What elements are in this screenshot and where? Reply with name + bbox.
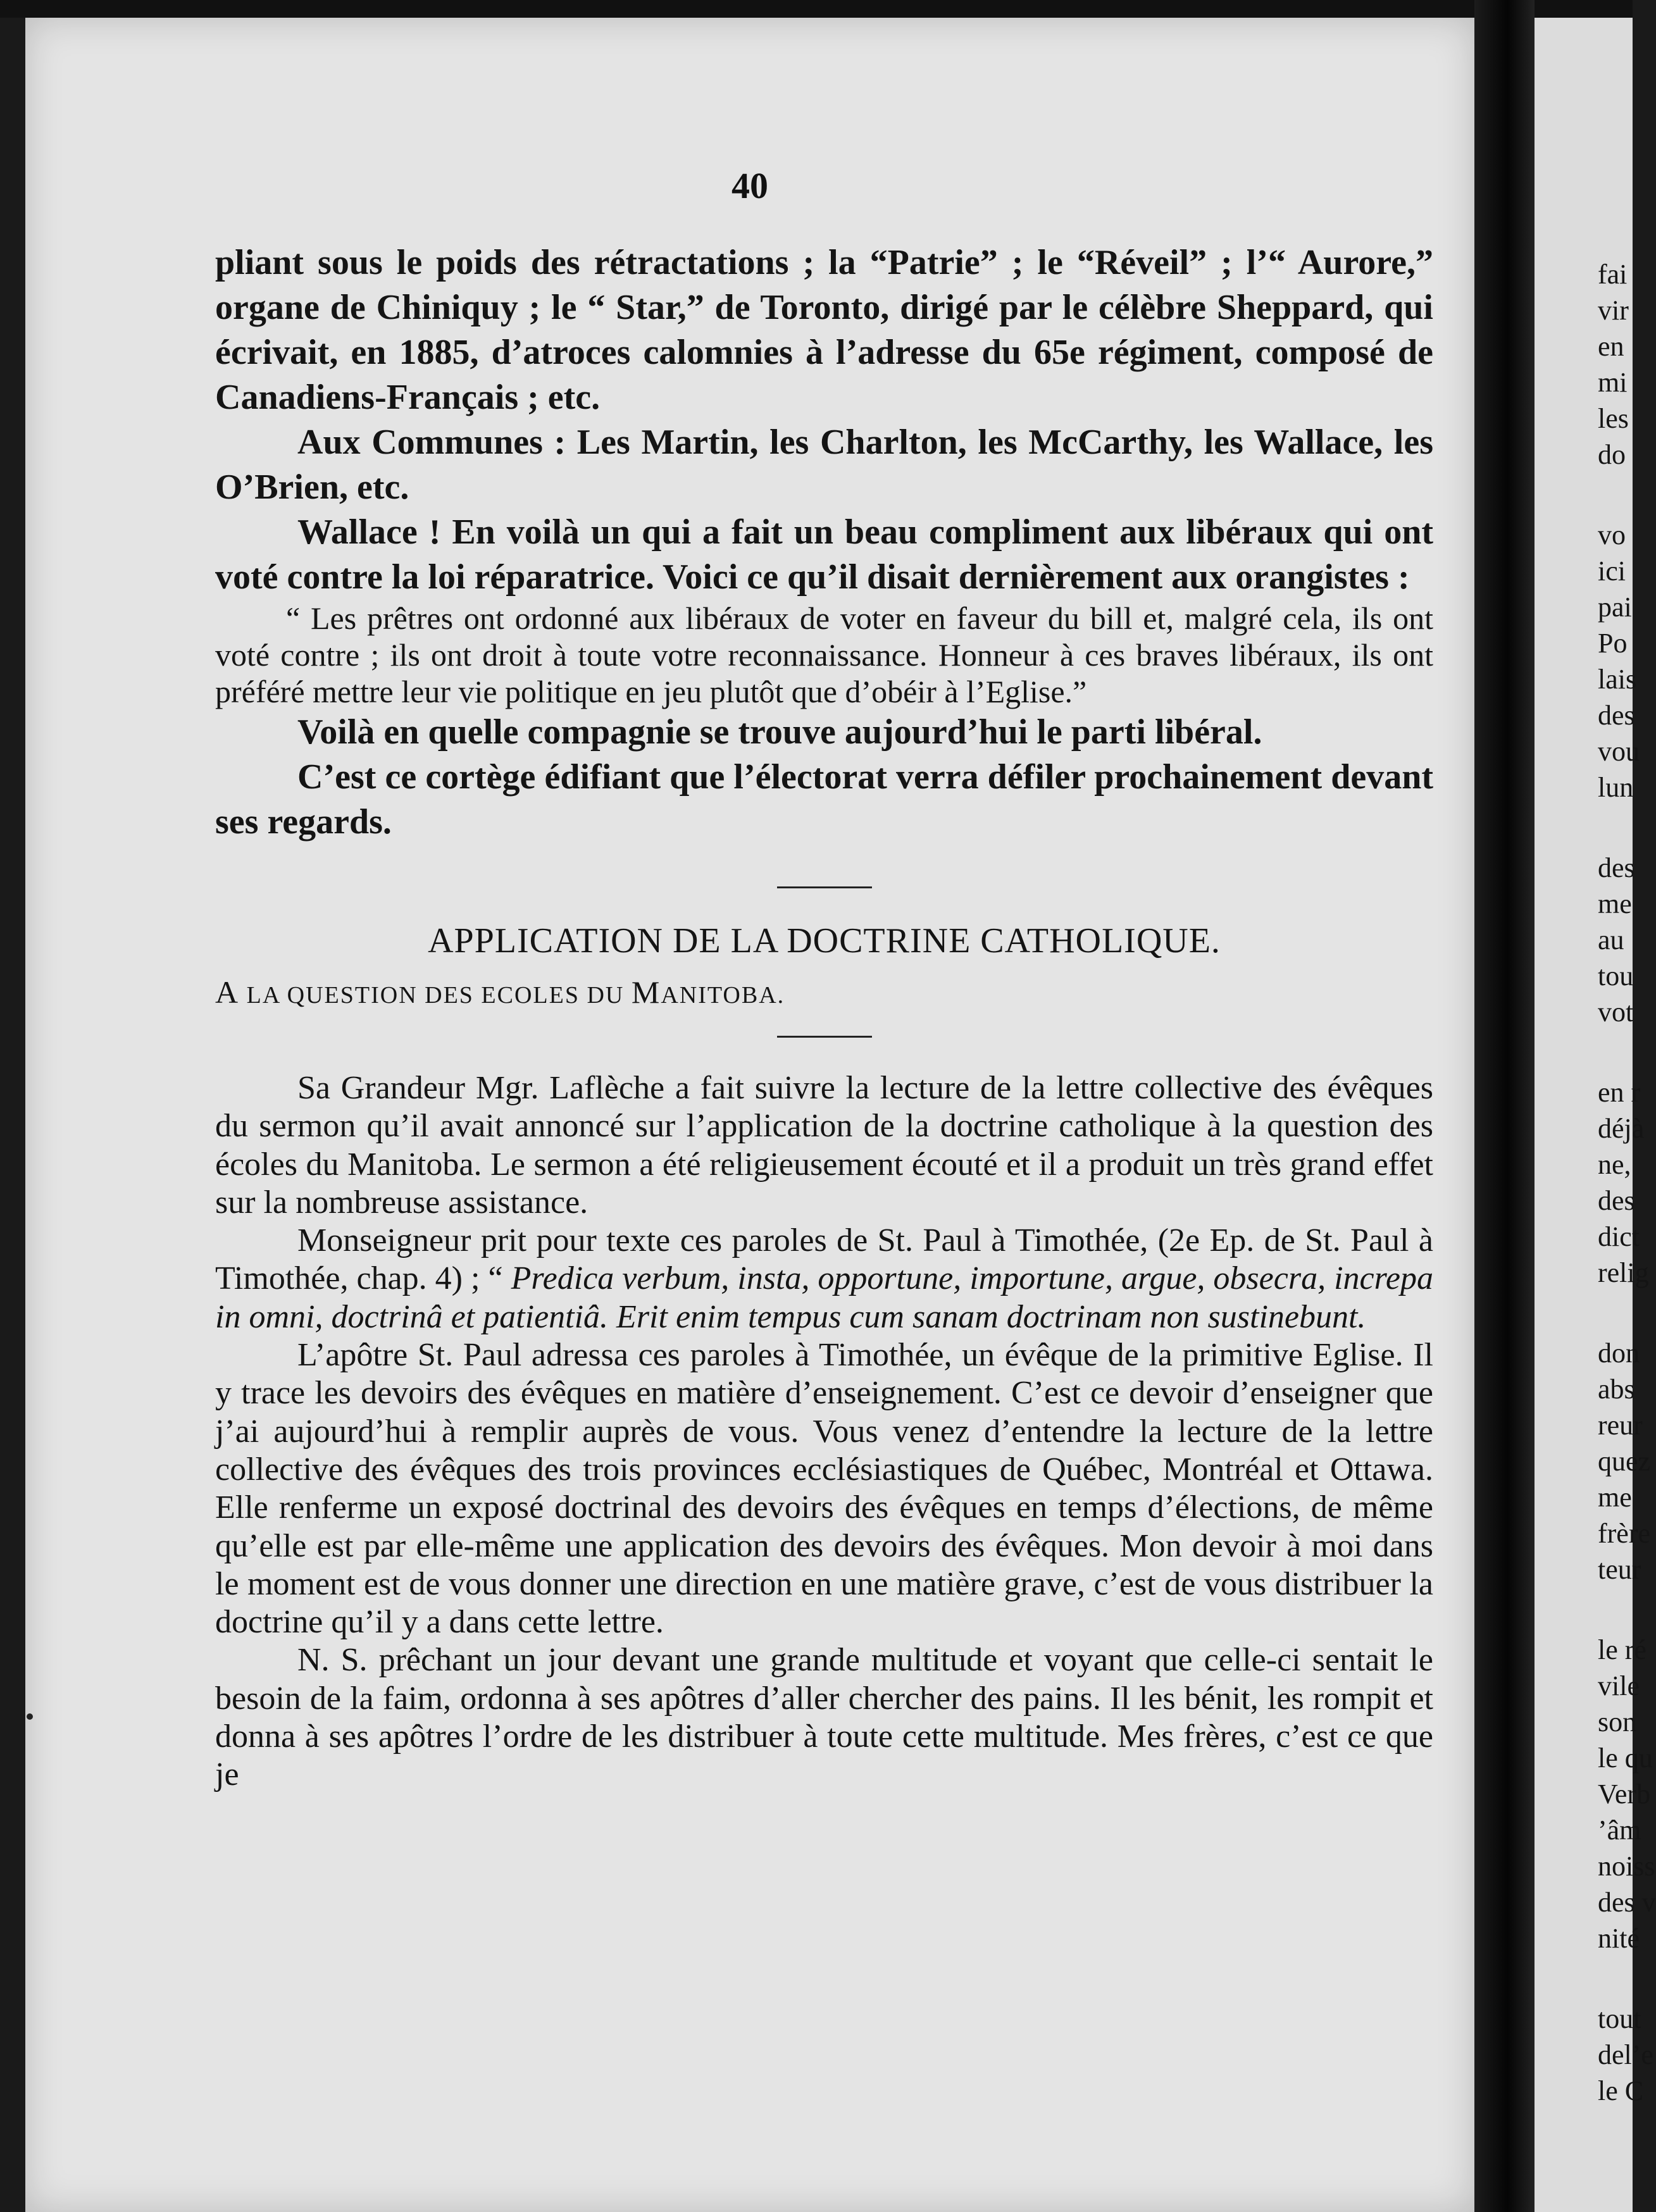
facing-page-line: reur (1598, 1410, 1643, 1441)
facing-page-line: lun (1598, 772, 1634, 803)
wallace-quote: “ Les prêtres ont ordonné aux libéraux de voter en faveur du bill et, malgré cela, ils ont voté contre ; ils ont droit à toute votre reconnaissance. Honneur à ces braves libéraux, ils ont préféré mettre leur vie politique en jeu plutôt que d’obéir à l’Eglise.” (215, 600, 1433, 709)
facing-page (1535, 18, 1656, 2212)
facing-page-line: abs (1598, 1374, 1635, 1405)
facing-page-line: tou (1598, 960, 1634, 991)
sermon-body (215, 1069, 1433, 1794)
facing-page-line: son (1598, 1706, 1637, 1737)
facing-page-line: des (1598, 852, 1635, 883)
page-content (215, 240, 1433, 1794)
facing-page-line: en (1598, 331, 1624, 362)
paragraph-scripture (215, 1222, 1433, 1336)
facing-page-line: des (1598, 700, 1635, 731)
facing-page-line: le ré (1598, 1634, 1647, 1665)
facing-page-line: vile (1598, 1670, 1640, 1701)
facing-page-line: quez (1598, 1446, 1651, 1477)
facing-page-line: en r (1598, 1077, 1641, 1108)
facing-page-line: nité (1598, 1923, 1640, 1954)
section-heading: APPLICATION DE LA DOCTRINE CATHOLIQUE. (428, 921, 1221, 960)
document-page (25, 18, 1474, 2212)
paragraph-cortege: C’est ce cortège édifiant que l’électorat verra défiler prochainement devant ses regards. (215, 757, 1433, 842)
facing-page-line: les (1598, 403, 1629, 434)
paragraph-communes: Aux Communes : Les Martin, les Charlton, les McCarthy, les Wallace, les O’Brien, etc. (215, 423, 1433, 507)
latin-quotation: Predica verbum, insta, opportune, importune, argue, obsecra, increpa in omni, doctrinâ et patientiâ. Erit enim tempus cum sanam doctrinam non sustinebunt. (215, 1260, 1434, 1335)
facing-page-line: vou (1598, 736, 1640, 767)
scan-speck (27, 1713, 33, 1720)
paragraph-text: Sa Grandeur Mgr. Laflèche a fait suivre la lecture de la lettre collective des évêques du sermon qu’il avait annoncé sur l’application de la doctrine catholique à la question des écoles du Manitoba. Le sermon a été religieusement écouté et il a produit un très grand effet sur la nombreuse assistance. (215, 1070, 1433, 1221)
facing-page-line: fai (1598, 259, 1628, 290)
facing-page-line: frère (1598, 1518, 1651, 1549)
paragraph-multitude (215, 1641, 1433, 1794)
facing-page-line: me (1598, 888, 1632, 919)
paragraph-text: L’apôtre St. Paul adressa ces paroles à Timothée, un évêque de la primitive Eglise. Il y trace les devoirs des évêques en matière d’enseignement. C’est ce devoir d’enseigner que j’ai aujourd’hui à remplir auprès de vous. Vous venez d’entendre la lecture de la lettre collective des évêques des trois provinces ecclésiastiques de Québec, Montréal et Ottawa. Elle renferme un exposé doctrinal des devoirs des évêques en temps d’élections, de même qu’elle est par elle-même une application des devoirs des évêques. Mon devoir à moi dans le moment est de vous donner une direction en une matière grave, c’est de vous distribuer la doctrine qu’il y a dans cette lettre. (215, 1337, 1433, 1641)
paragraph-wallace: Wallace ! En voilà un qui a fait un beau compliment aux libéraux qui ont voté contre la loi réparatrice. Voici ce qu’il disait dernièrement aux orangistes : (215, 513, 1433, 597)
paragraph-compagnie: Voilà en quelle compagnie se trouve aujourd’hui le parti libéral. (297, 712, 1262, 752)
facing-page-line: Verb (1598, 1779, 1651, 1810)
paragraph-apotre (215, 1336, 1433, 1641)
paragraph-text: N. S. prêchant un jour devant une grande multitude et voyant que celle-ci sentait le besoin de la faim, ordonna à ses apôtres d’aller chercher des pains. Il les bénit, les rompit et donna à ses apôtres l’ordre de les distribuer à toute cette multitude. Mes frères, c’est ce que je (215, 1642, 1433, 1793)
subheading-part-1: LA QUESTION DES ECOLES DU (246, 982, 625, 1009)
facing-page-line: del’e (1598, 2039, 1653, 2070)
section-subheading (215, 973, 1433, 1014)
closing-section (215, 710, 1433, 845)
facing-page-line: vot (1598, 997, 1634, 1028)
facing-page-line: me (1598, 1482, 1632, 1513)
facing-page-line: déjà (1598, 1113, 1645, 1144)
subheading-part-2: ANITOBA. (661, 982, 785, 1009)
facing-page-line: tout (1598, 2003, 1641, 2034)
facing-page-line: le qu (1598, 1743, 1653, 1774)
facing-page-line: des v (1598, 1887, 1656, 1918)
facing-page-line: des (1598, 1185, 1635, 1216)
page-number: 40 (732, 165, 768, 206)
facing-page-line: relig (1598, 1257, 1649, 1288)
facing-page-line: ’âm (1598, 1815, 1641, 1846)
paragraph-text: Monseigneur prit pour texte ces paroles de St. Paul à Timothée, (2e Ep. de St. Paul à Timothée, chap. 4) ; “ (215, 1222, 1433, 1297)
facing-page-line: noiss (1598, 1851, 1655, 1882)
facing-page-line: mi (1598, 367, 1628, 398)
subheading-initial-m: M (631, 974, 661, 1010)
facing-page-line: lais (1598, 664, 1637, 695)
facing-page-line: don (1598, 1338, 1640, 1369)
facing-page-line: pai (1598, 592, 1632, 623)
facing-page-line: dict (1598, 1221, 1640, 1252)
paragraph-press-list: pliant sous le poids des rétractations ; la “Patrie” ; le “Réveil” ; l’“ Aurore,” organe de Chiniquy ; le “ Star,” de Toronto, dirigé par le célèbre Sheppard, qui écrivait, en 1885, d’atroces calomnies à l’adresse du 65e régiment, composé de Canadiens-Français ; etc. (215, 243, 1433, 417)
subheading-initial-a: A (215, 974, 240, 1010)
opening-section (215, 240, 1433, 600)
scan-frame-top (0, 0, 1633, 18)
facing-page-line: teur (1598, 1554, 1641, 1585)
book-gutter (1474, 0, 1535, 2212)
facing-page-line: vir (1598, 295, 1629, 326)
paragraph-sermon-intro (215, 1069, 1433, 1222)
facing-page-line: le C (1598, 2075, 1644, 2106)
facing-page-line: ne, (1598, 1149, 1631, 1180)
facing-page-line: vo (1598, 519, 1626, 550)
facing-page-line: au (1598, 924, 1624, 955)
facing-page-line: ici (1598, 556, 1626, 587)
facing-page-line: Po (1598, 628, 1628, 659)
facing-page-line: do (1598, 439, 1626, 470)
